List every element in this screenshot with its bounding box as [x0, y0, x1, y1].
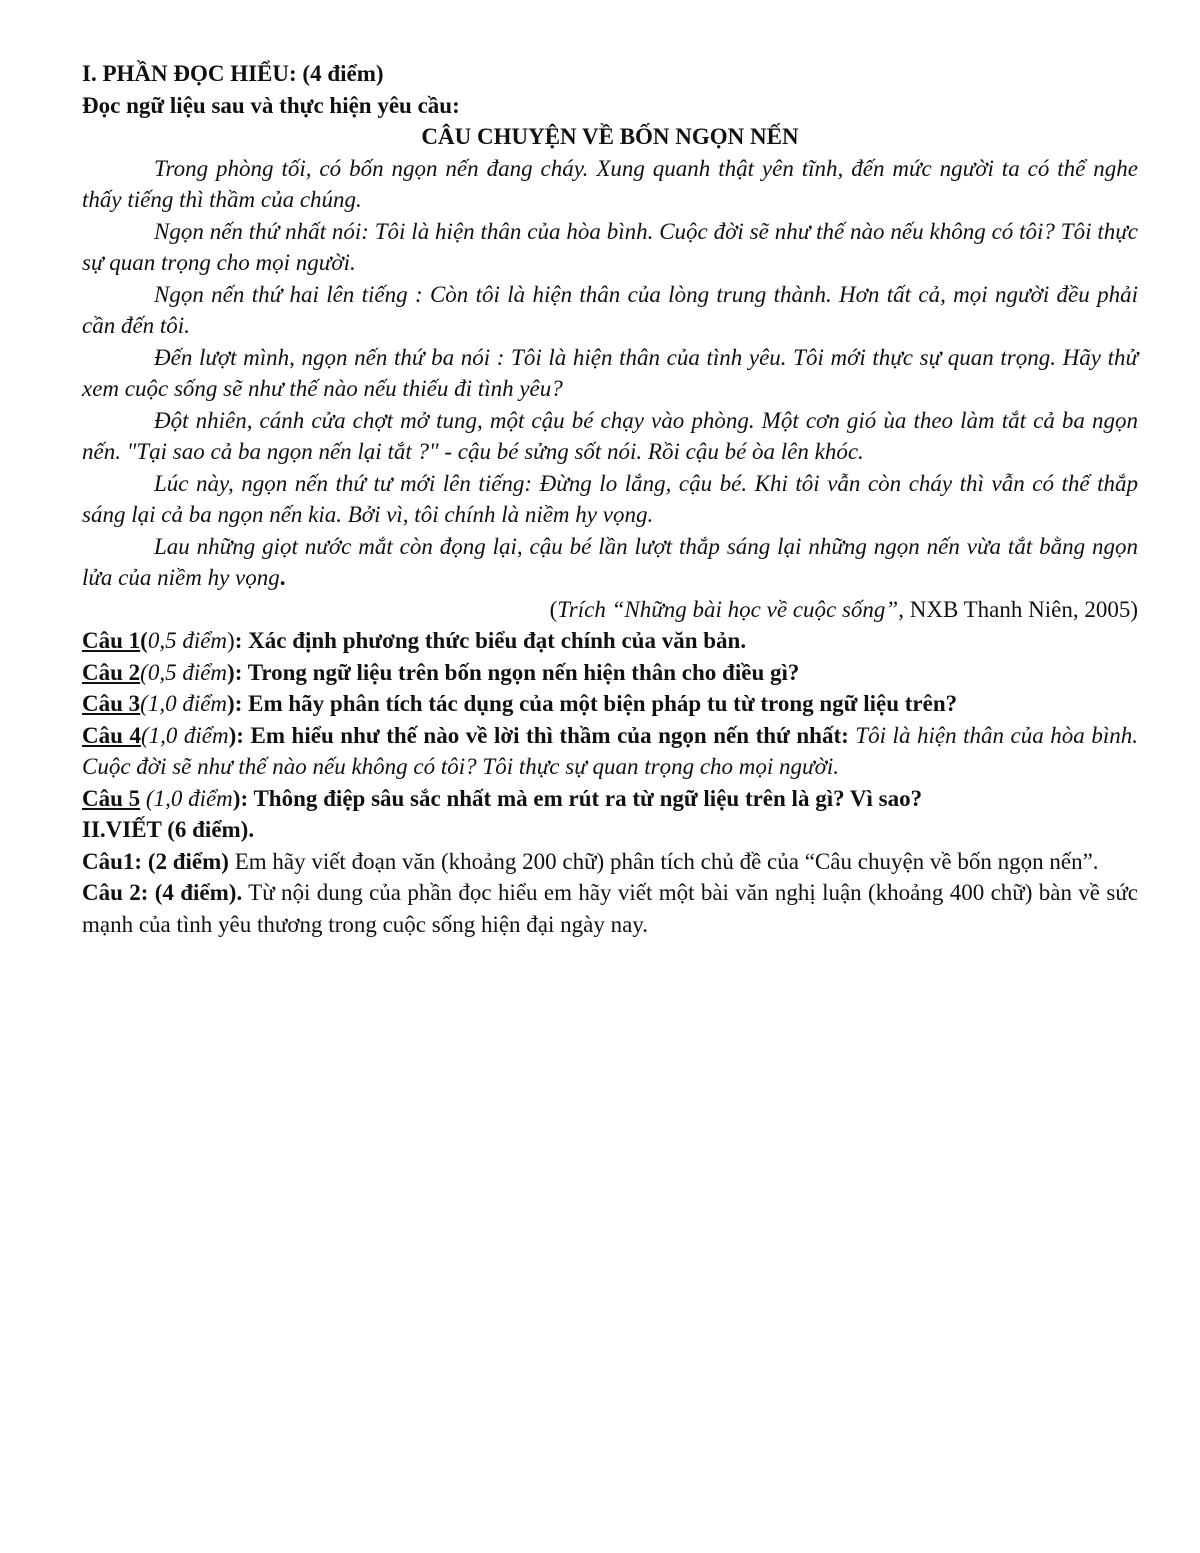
- question-5-paren-open: (: [140, 785, 154, 811]
- question-2-text: Trong ngữ liệu trên bốn ngọn nến hiện thân cho điều gì?: [242, 659, 800, 685]
- part2-heading: II.VIẾT (6 điểm).: [82, 817, 255, 842]
- question-4-paren-open: (: [140, 722, 149, 748]
- source-title: Trích “Những bài học về cuộc sống”,: [557, 596, 910, 622]
- story-paragraph-7-text: Lau những giọt nước mắt còn đọng lại, cậu bé lần lượt thắp sáng lại những ngọn nến vừa tắt bằng ngọn lửa của niềm hy vọng: [82, 533, 1138, 590]
- story-paragraph-1: Trong phòng tối, có bốn ngọn nến đang cháy. Xung quanh thật yên tĩnh, đến mức người ta có thể nghe thấy tiếng thì thầm của chúng.: [82, 155, 1138, 212]
- question-4-quote: Tôi là hiện thân của hòa bình. Cuộc đời sẽ như thế nào nếu không có tôi? Tôi thực sự quan trọng cho mọi người.: [82, 722, 1138, 779]
- question-5-label: Câu 5: [82, 785, 141, 811]
- writing-question-1-points: (2 điểm): [142, 848, 229, 874]
- question-4-text: Em hiểu như thế nào về lời thì thầm của ngọn nến thứ nhất:: [243, 722, 856, 748]
- question-3: [82, 688, 1138, 720]
- story-paragraph-3: Ngọn nến thứ hai lên tiếng : Còn tôi là hiện thân của lòng trung thành. Hơn tất cả, mọi người đều phải cần đến tôi.: [82, 281, 1138, 338]
- writing-question-1-label: Câu1:: [82, 848, 143, 874]
- question-1-text: : Xác định phương thức biểu đạt chính của văn bản.: [234, 628, 747, 653]
- question-1-paren-close: ): [227, 628, 235, 653]
- question-1-points: 0,5 điểm: [147, 628, 228, 653]
- question-4-label: Câu 4: [82, 722, 141, 748]
- story-paragraph-5: Đột nhiên, cánh cửa chợt mở tung, một cậu bé chạy vào phòng. Một cơn gió ùa theo làm tắt cả ba ngọn nến. "Tại sao cả ba ngọn nến lại tắt ?" - cậu bé sửng sốt nói. Rồi cậu bé òa lên khóc.: [82, 407, 1138, 464]
- writing-question-2-text: Từ nội dung của phần đọc hiểu em hãy viết một bài văn nghị luận (khoảng 400 chữ) bàn về sức mạnh của tình yêu thương trong cuộc sống hiện đại ngày nay.: [82, 880, 1138, 937]
- question-5-points: 1,0 điểm: [153, 785, 233, 811]
- story-title: CÂU CHUYỆN VỀ BỐN NGỌN NẾN: [421, 124, 799, 149]
- question-1: [82, 625, 1138, 657]
- question-3-text: Em hãy phân tích tác dụng của một biện pháp tu từ trong ngữ liệu trên?: [242, 691, 958, 716]
- question-4: [82, 720, 1138, 783]
- question-3-label: Câu 3: [82, 691, 141, 716]
- question-5: [82, 783, 1138, 815]
- story-paragraph-7: [82, 531, 1138, 594]
- reading-instruction: Đọc ngữ liệu sau và thực hiện yêu cầu:: [82, 92, 460, 118]
- source-publisher: NXB Thanh Niên, 2005): [909, 596, 1138, 622]
- question-5-text: Thông điệp sâu sắc nhất mà em rút ra từ ngữ liệu trên là gì? Vì sao?: [248, 785, 923, 811]
- question-2-points: 0,5 điểm: [147, 659, 228, 685]
- writing-question-1-text: Em hãy viết đoạn văn (khoảng 200 chữ) phân tích chủ đề của “Câu chuyện về bốn ngọn nến”.: [228, 848, 1099, 874]
- writing-question-1: [82, 846, 1138, 878]
- story-paragraph-6: Lúc này, ngọn nến thứ tư mới lên tiếng: Đừng lo lắng, cậu bé. Khi tôi vẫn còn cháy thì vẫn có thể thắp sáng lại cả ba ngọn nến kia. Bởi vì, tôi chính là niềm hy vọng.: [82, 470, 1138, 527]
- question-3-points: 1,0 điểm: [147, 691, 228, 716]
- writing-question-2: [82, 877, 1138, 940]
- question-1-label: Câu 1: [82, 628, 141, 653]
- writing-question-2-label: Câu 2: (4 điểm).: [82, 880, 243, 905]
- story-paragraph-2: Ngọn nến thứ nhất nói: Tôi là hiện thân của hòa bình. Cuộc đời sẽ như thế nào nếu không có tôi? Tôi thực sự quan trọng cho mọi người.: [82, 218, 1138, 275]
- question-5-paren-close: ):: [232, 785, 249, 811]
- part1-heading: I. PHẦN ĐỌC HIỂU: (4 điểm): [82, 61, 384, 86]
- question-3-paren-open: (: [140, 691, 148, 716]
- question-2-paren-open: (: [140, 659, 148, 685]
- question-4-paren-close: ):: [228, 722, 244, 748]
- question-4-points: 1,0 điểm: [148, 722, 229, 748]
- question-1-paren-open: (: [140, 628, 148, 653]
- source-open-paren: (: [549, 596, 558, 622]
- question-2-label: Câu 2: [82, 659, 141, 685]
- story-paragraph-7-period: .: [279, 565, 286, 590]
- question-2: [82, 657, 1138, 689]
- story-paragraph-4: Đến lượt mình, ngọn nến thứ ba nói : Tôi là hiện thân của tình yêu. Tôi mới thực sự quan trọng. Hãy thử xem cuộc sống sẽ như thế nào nếu thiếu đi tình yêu?: [82, 344, 1138, 401]
- source-citation: [82, 594, 1138, 626]
- question-3-paren-close: ):: [227, 691, 243, 716]
- question-2-paren-close: ):: [227, 659, 243, 685]
